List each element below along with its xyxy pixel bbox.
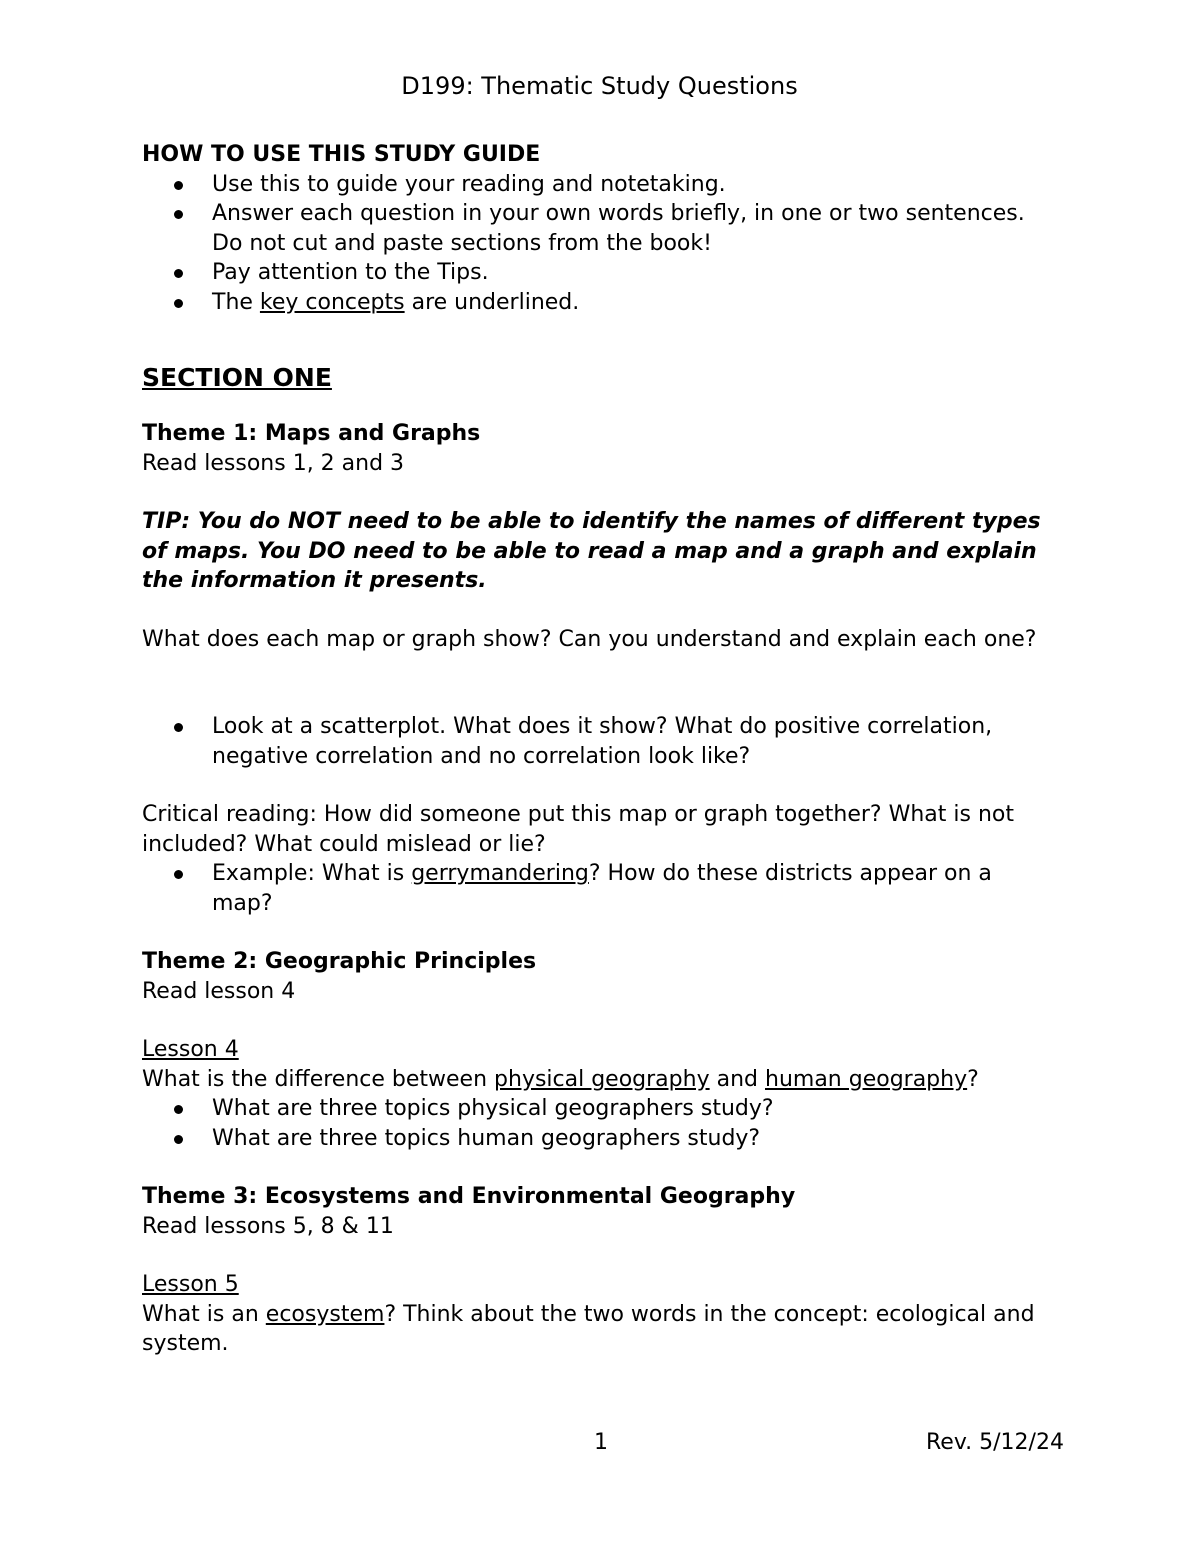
- how-to-list: [142, 170, 1057, 318]
- theme1-heading: Theme 1: Maps and Graphs: [142, 421, 481, 446]
- theme1-reading: Read lessons 1, 2 and 3: [142, 450, 405, 476]
- list-item: Look at a scatterplot. What does it show? What do positive correlation, negative correlation and no correlation look like?: [142, 712, 1057, 771]
- bullet-icon: [174, 210, 183, 219]
- ecosystem-term: ecosystem: [265, 1301, 385, 1327]
- bullet-icon: [174, 181, 183, 190]
- document-page: [142, 70, 1057, 1359]
- bullet-icon: [174, 1105, 183, 1114]
- physical-geography-term: physical geography: [494, 1066, 710, 1092]
- page-number: 1: [594, 1430, 608, 1455]
- theme2-reading: Read lesson 4: [142, 978, 296, 1004]
- theme1-tip: TIP: You do NOT need to be able to identify the names of different types of maps. You DO need to be able to read a map and a graph and explain the information it presents.: [142, 509, 1041, 593]
- theme1-scatter-list: [142, 712, 1057, 771]
- list-item: Example: What is gerrymandering? How do these districts appear on a map?: [142, 859, 1057, 918]
- human-geography-term: human geography: [765, 1066, 968, 1092]
- theme2-heading: Theme 2: Geographic Principles: [142, 949, 537, 974]
- list-item: What are three topics physical geographers study?: [142, 1094, 1057, 1124]
- theme2-question: What is the difference between physical geography and human geography?: [142, 1066, 979, 1092]
- key-concepts-term: key concepts: [259, 289, 405, 315]
- theme3-question: What is an ecosystem? Think about the two words in the concept: ecological and system.: [142, 1301, 1035, 1356]
- list-item: Pay attention to the Tips.: [142, 258, 1057, 288]
- bullet-icon: [174, 269, 183, 278]
- bullet-icon: [174, 299, 183, 308]
- theme1-critical: Critical reading: How did someone put this map or graph together? What is not included? What could mislead or lie?: [142, 802, 1014, 857]
- list-item: Use this to guide your reading and notetaking.: [142, 170, 1057, 200]
- document-title: D199: Thematic Study Questions: [401, 72, 798, 100]
- theme1-example-list: [142, 859, 1057, 918]
- theme3-reading: Read lessons 5, 8 & 11: [142, 1213, 394, 1239]
- theme2-lesson-label: Lesson 4: [142, 1037, 239, 1062]
- bullet-icon: [174, 723, 183, 732]
- revision-date: Rev. 5/12/24: [926, 1430, 1064, 1455]
- page-footer: [0, 1428, 1200, 1458]
- list-item: The key concepts are underlined.: [142, 288, 1057, 318]
- gerrymandering-term: gerrymandering: [411, 861, 589, 886]
- theme1-question: What does each map or graph show? Can you understand and explain each one?: [142, 626, 1037, 652]
- bullet-icon: [174, 1135, 183, 1144]
- theme3-heading: Theme 3: Ecosystems and Environmental Geography: [142, 1184, 796, 1209]
- list-item: What are three topics human geographers study?: [142, 1124, 1057, 1154]
- theme3-lesson-label: Lesson 5: [142, 1272, 239, 1297]
- list-item: Answer each question in your own words briefly, in one or two sentences. Do not cut and paste sections from the book!: [142, 199, 1057, 258]
- section-one-title: SECTION ONE: [142, 363, 332, 392]
- bullet-icon: [174, 870, 183, 879]
- how-to-heading: HOW TO USE THIS STUDY GUIDE: [142, 142, 541, 167]
- theme2-list: [142, 1094, 1057, 1153]
